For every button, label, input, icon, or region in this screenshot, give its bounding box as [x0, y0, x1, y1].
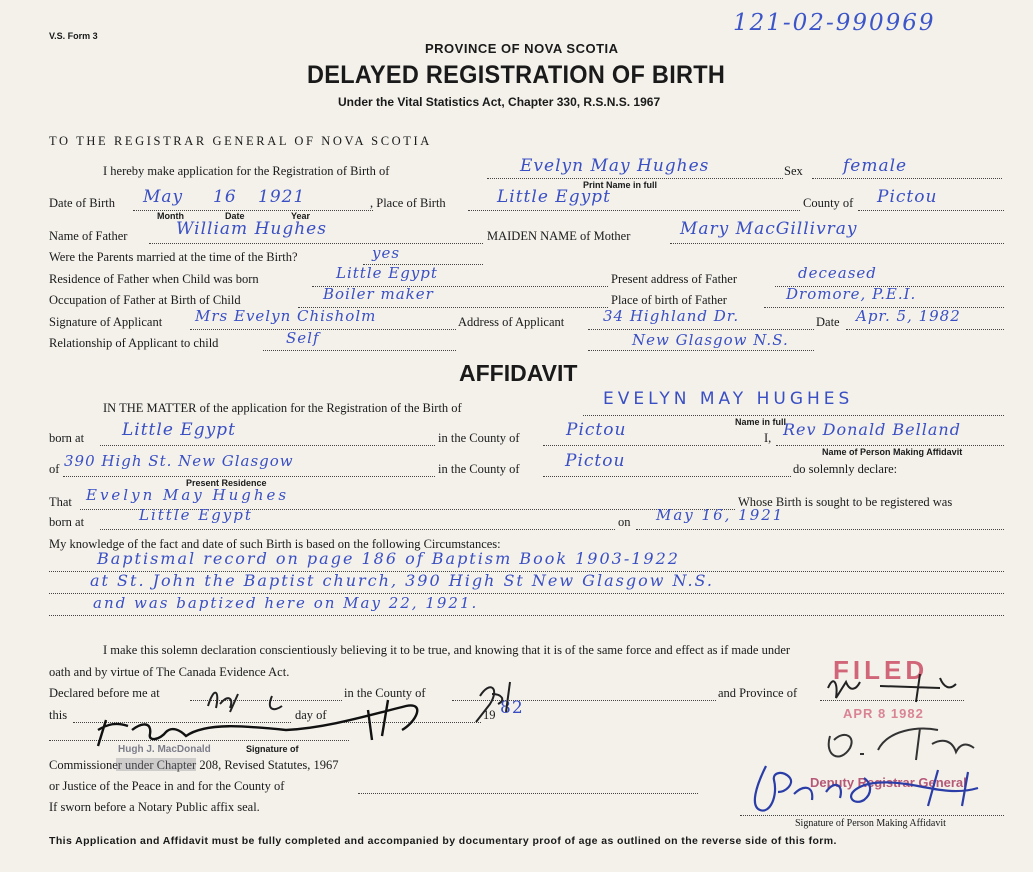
residence-value: 390 High St. New Glasgow — [64, 452, 294, 470]
in-county-label-2: in the County of — [438, 462, 520, 476]
circumstance-3: and was baptized here on May 22, 1921. — [93, 594, 479, 612]
justice-label: or Justice of the Peace in and for the County of — [49, 779, 285, 793]
county-value: Pictou — [877, 187, 938, 207]
sex-value: female — [843, 156, 908, 176]
father-birthplace-value: Dromore, P.E.I. — [786, 285, 917, 303]
county2-value: Pictou — [565, 451, 626, 471]
father-birthplace-label: Place of birth of Father — [611, 293, 727, 307]
affiant-signature — [738, 748, 998, 818]
year-prefix: 19 — [483, 708, 496, 722]
circumstance-line-3 — [49, 615, 1004, 616]
year-caption: Year — [291, 211, 311, 221]
married-value: yes — [372, 244, 401, 262]
year-value: 82 — [500, 698, 524, 718]
father-value: William Hughes — [176, 219, 327, 239]
deputy-stamp: Deputy Registrar General — [810, 775, 967, 790]
page-subtitle: Under the Vital Statistics Act, Chapter 330, R.S.N.S. 1967 — [338, 95, 661, 109]
commissioner-label: Commissioner under Chapter 208, Revised Statutes, 1967 — [49, 758, 339, 772]
on-value: May 16, 1921 — [656, 506, 785, 524]
form-number: V.S. Form 3 — [49, 31, 98, 41]
present-address-label: Present address of Father — [611, 272, 738, 286]
mother-label: MAIDEN NAME of Mother — [487, 229, 631, 243]
occupation-label: Occupation of Father at Birth of Child — [49, 293, 241, 307]
declaration-line-1: I make this solemn declaration conscientiously believing it to be true, and knowing that it is of the same force and effect as if made under — [103, 643, 791, 657]
relationship-value: Self — [286, 329, 320, 347]
affidavit-title: AFFIDAVIT — [459, 360, 578, 386]
in-county-value: Pictou — [566, 420, 627, 440]
date-line — [846, 329, 1004, 330]
affiant-sig-caption: Signature of Person Making Affidavit — [795, 818, 946, 829]
declared-label: Declared before me at — [49, 686, 160, 700]
mother-value: Mary MacGillivray — [680, 219, 858, 239]
province-heading: PROVINCE OF NOVA SCOTIA — [425, 41, 619, 56]
father-line — [149, 243, 483, 244]
pob-value: Little Egypt — [497, 187, 611, 207]
born-at-line — [100, 445, 435, 446]
circumstance-1: Baptismal record on page 186 of Baptism Book 1903-1922 — [97, 549, 680, 568]
that-label: That — [49, 495, 72, 509]
dob-month-value: May — [143, 187, 184, 207]
matter-line — [583, 415, 1004, 416]
married-label: Were the Parents married at the time of the Birth? — [49, 250, 298, 264]
declare-label: do solemnly declare: — [793, 462, 898, 476]
born-at2-value: Little Egypt — [139, 506, 253, 524]
person-caption: Name of Person Making Affidavit — [822, 447, 963, 457]
declared-county-label: in the County of — [344, 686, 426, 700]
matter-label: IN THE MATTER of the application for the Registration of the Birth of — [103, 401, 462, 415]
intro-label: I hereby make application for the Registration of Birth of — [103, 164, 390, 178]
address-value: 34 Highland Dr. — [603, 307, 740, 325]
declaration-line-2: oath and by virtue of The Canada Evidence Act. — [49, 665, 290, 679]
province-label: and Province of — [718, 686, 798, 700]
county2-line — [543, 476, 791, 477]
dob-date-value: 16 — [213, 187, 237, 207]
residence-father-value: Little Egypt — [336, 264, 438, 282]
page-title: DELAYED REGISTRATION OF BIRTH — [307, 61, 726, 89]
province-handwriting — [820, 668, 970, 708]
that-value: Evelyn May Hughes — [86, 486, 290, 504]
present-address-value: deceased — [798, 264, 877, 282]
on-label: on — [618, 515, 631, 529]
filed-stamp: FILED — [833, 655, 929, 685]
file-number: 121-02-990969 — [733, 10, 936, 36]
commissioner-signature — [88, 690, 468, 750]
date-value: Apr. 5, 1982 — [856, 307, 961, 325]
of-label: of — [49, 462, 60, 476]
father-label: Name of Father — [49, 229, 128, 243]
county-label: County of — [803, 196, 854, 210]
i-label: I, — [764, 431, 772, 445]
pob-label: , Place of Birth — [370, 196, 446, 210]
whose-birth-label: Whose Birth is sought to be registered was — [738, 495, 953, 509]
footer-note: This Application and Affidavit must be fully completed and accompanied by documentary proof of age as outlined on the reverse side of this form. — [49, 835, 837, 847]
commissioner-stamp-lines — [116, 758, 196, 771]
sex-line — [812, 178, 1002, 179]
matter-value: EVELYN MAY HUGHES — [603, 389, 854, 409]
in-county-label: in the County of — [438, 431, 520, 445]
day-label: day of — [295, 708, 327, 722]
on-line — [636, 529, 1004, 530]
child-name-value: Evelyn May Hughes — [520, 156, 710, 176]
born-at-label: born at — [49, 431, 85, 445]
residence-line — [63, 476, 435, 477]
commissioner-stamp: Hugh J. MacDonald — [118, 744, 211, 755]
notary-label: If sworn before a Notary Public affix seal. — [49, 800, 260, 814]
signature-value: Mrs Evelyn Chisholm — [195, 307, 377, 325]
residence-caption: Present Residence — [186, 478, 267, 488]
born-at-label-2: born at — [49, 515, 85, 529]
address-line — [588, 329, 814, 330]
sig-caption: Signature of — [246, 744, 299, 754]
date-label: Date — [816, 315, 840, 329]
occupation-value: Boiler maker — [323, 285, 434, 303]
mother-line — [670, 243, 1004, 244]
month-caption: Month — [157, 211, 184, 221]
justice-line — [358, 793, 698, 794]
this-label: this — [49, 708, 68, 722]
relationship-line — [263, 350, 456, 351]
relationship-label: Relationship of Applicant to child — [49, 336, 219, 350]
address-label: Address of Applicant — [458, 315, 565, 329]
knowledge-label: My knowledge of the fact and date of such Birth is based on the following Circumstances: — [49, 537, 501, 551]
born-at-value: Little Egypt — [122, 420, 236, 440]
signature-label: Signature of Applicant — [49, 315, 163, 329]
name-caption: Print Name in full — [583, 180, 658, 190]
addressee: TO THE REGISTRAR GENERAL OF NOVA SCOTIA — [49, 134, 432, 148]
address-line-2 — [588, 350, 814, 351]
dob-year-value: 1921 — [258, 187, 306, 207]
county-line — [858, 210, 1004, 211]
address-value-2: New Glasgow N.S. — [632, 331, 789, 349]
residence-father-label: Residence of Father when Child was born — [49, 272, 259, 286]
dob-label: Date of Birth — [49, 196, 115, 210]
sex-label: Sex — [784, 164, 803, 178]
person-value: Rev Donald Belland — [783, 420, 961, 439]
person-line — [776, 445, 1004, 446]
signature-line — [190, 329, 456, 330]
matter-name-caption: Name in full — [735, 417, 787, 427]
name-line — [487, 178, 783, 179]
circumstance-2: at St. John the Baptist church, 390 High St New Glasgow N.S. — [90, 571, 715, 590]
born-at2-line — [100, 529, 615, 530]
filed-date-stamp: APR 8 1982 — [843, 706, 924, 721]
date-caption: Date — [225, 211, 245, 221]
in-county-line — [543, 445, 761, 446]
pob-line — [468, 210, 800, 211]
